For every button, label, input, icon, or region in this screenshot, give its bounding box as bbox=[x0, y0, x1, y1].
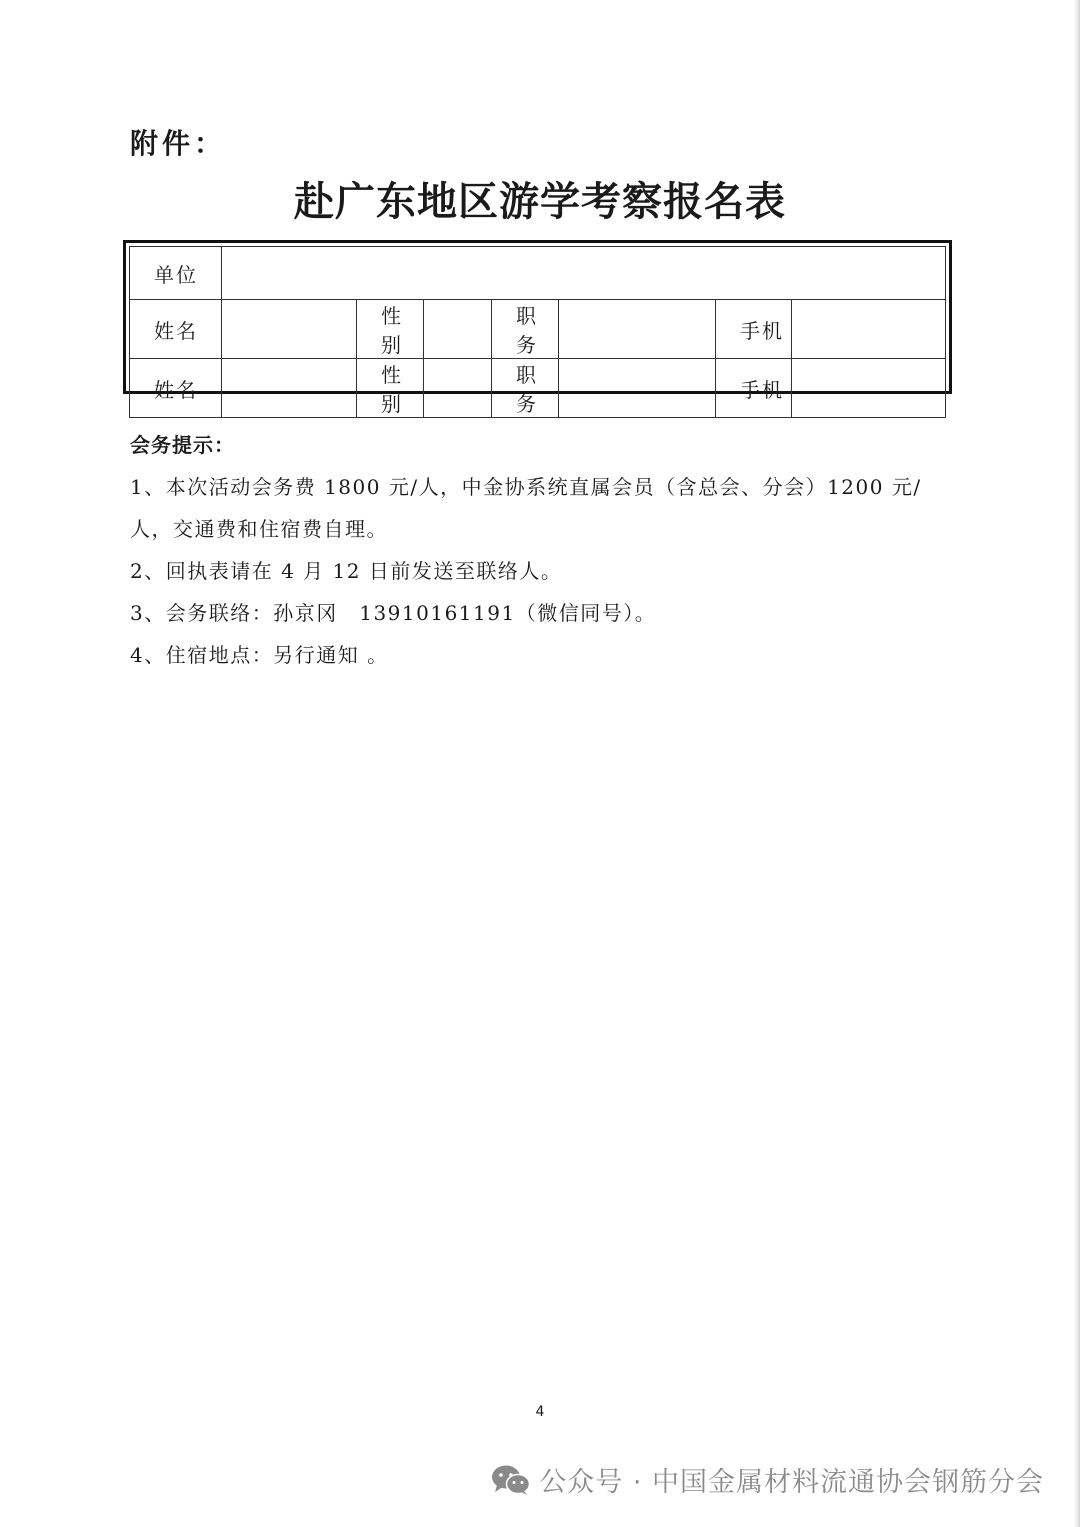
unit-label: 单位 bbox=[130, 247, 222, 300]
phone-field[interactable] bbox=[792, 300, 946, 359]
position-label: 职务 bbox=[492, 300, 559, 359]
position-field[interactable] bbox=[559, 300, 716, 359]
registration-form bbox=[123, 240, 952, 416]
notes-heading: 会务提示： bbox=[130, 433, 235, 457]
position-field[interactable] bbox=[559, 359, 716, 418]
position-label: 职务 bbox=[492, 359, 559, 418]
note-item: 4、住宿地点：另行通知 。 bbox=[130, 643, 389, 667]
note-item: 1、本次活动会务费 1800 元/人，中金协系统直属会员（含总会、分会）1200 元/人，交通费和住宿费自理。 bbox=[130, 475, 922, 541]
unit-field[interactable] bbox=[222, 247, 946, 300]
gender-label: 性别 bbox=[357, 359, 424, 418]
gender-label: 性别 bbox=[357, 300, 424, 359]
watermark bbox=[491, 1460, 1044, 1499]
phone-label: 手机 bbox=[716, 300, 792, 359]
phone-label: 手机 bbox=[716, 359, 792, 418]
phone-field[interactable] bbox=[792, 359, 946, 418]
name-field[interactable] bbox=[222, 359, 357, 418]
wechat-icon bbox=[491, 1464, 531, 1496]
note-item: 2、回执表请在 4 月 12 日前发送至联络人。 bbox=[130, 559, 563, 583]
page-edge bbox=[1074, 0, 1080, 1527]
page-number: 4 bbox=[535, 1404, 545, 1420]
unit-row bbox=[130, 247, 946, 300]
registration-table bbox=[129, 246, 946, 418]
person-row bbox=[130, 359, 946, 418]
attachment-label: 附件： bbox=[130, 127, 227, 160]
watermark-text: 公众号 · 中国金属材料流通协会钢筋分会 bbox=[539, 1467, 1044, 1498]
person-row bbox=[130, 300, 946, 359]
gender-field[interactable] bbox=[424, 300, 492, 359]
gender-field[interactable] bbox=[424, 359, 492, 418]
document-title: 赴广东地区游学考察报名表 bbox=[294, 179, 786, 225]
name-label: 姓名 bbox=[130, 359, 222, 418]
name-label: 姓名 bbox=[130, 300, 222, 359]
name-field[interactable] bbox=[222, 300, 357, 359]
meeting-notes bbox=[130, 424, 960, 676]
note-item: 3、会务联络：孙京冈 13910161191（微信同号）。 bbox=[130, 601, 657, 625]
